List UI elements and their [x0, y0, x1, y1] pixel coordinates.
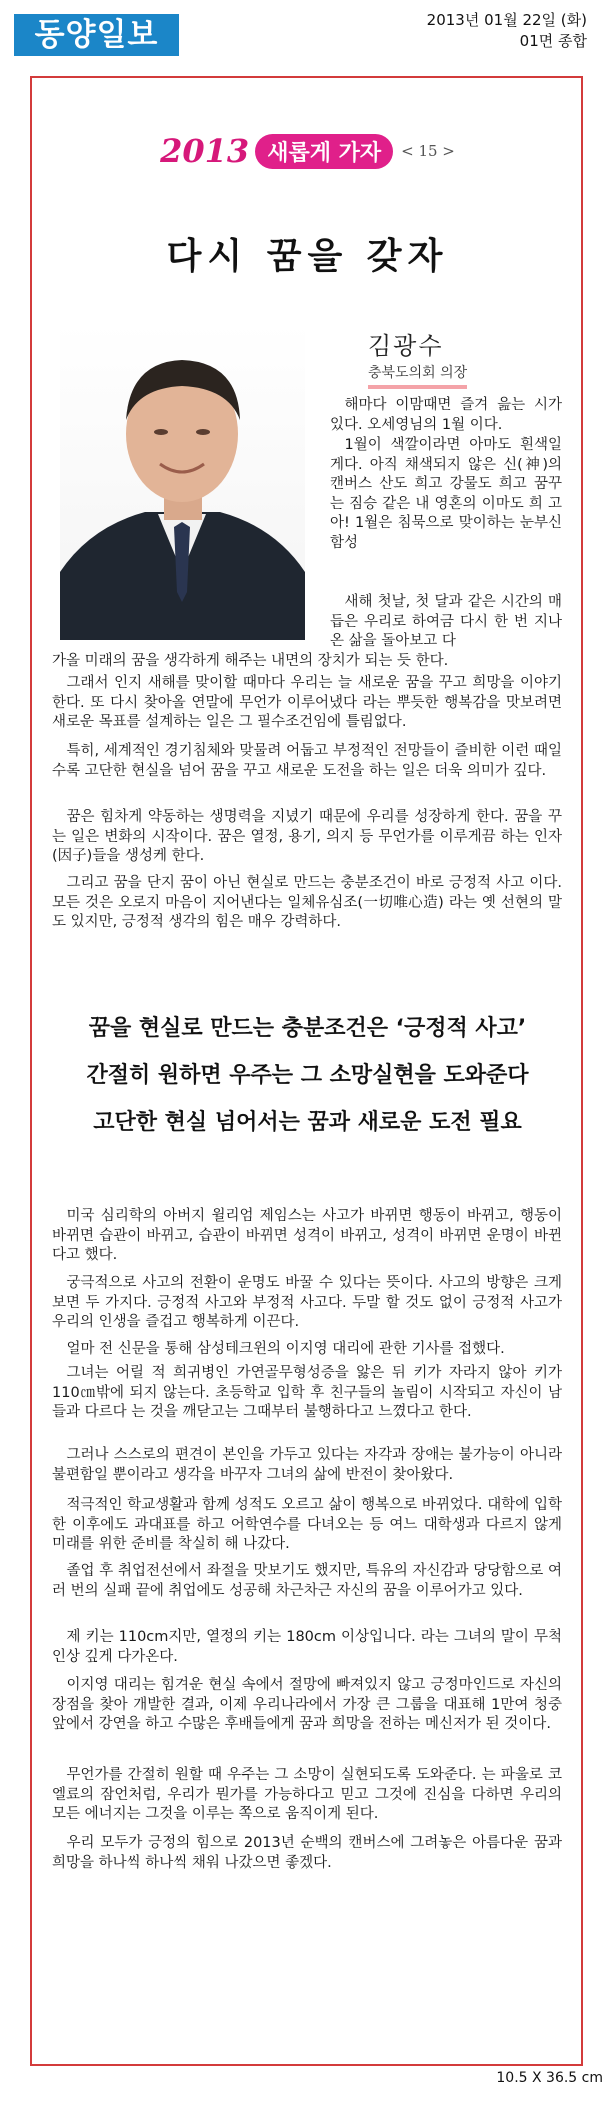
- pull-quote: 꿈을 현실로 만드는 충분조건은 ‘긍정적 사고’: [88, 1016, 527, 1041]
- body-paragraph: 꿈은 힘차게 약동하는 생명력을 지녔기 때문에 우리를 성장하게 한다. 꿈을 꾸는 일은 변화의 시작이다. 꿈은 열정, 용기, 의지 등 무언가를 이루게끔 하는 인자(因子)들을 생성케 한다.: [52, 809, 562, 865]
- pull-quote: 간절히 원하면 우주는 그 소망실현을 도와준다: [86, 1063, 529, 1088]
- series-number: < 15 >: [401, 142, 455, 160]
- body-paragraph: 그러나 스스로의 편견이 본인을 가두고 있다는 자각과 장애는 불가능이 아니라 불편함일 뿐이라고 생각을 바꾸자 그녀의 삶에 반전이 찾아왔다.: [52, 1447, 562, 1483]
- body-paragraph: 1월이 색깔이라면 아마도 흰색일 게다. 아직 채색되지 않은 신(神)의 캔버스 산도 희고 강물도 희고 꿈꾸는 짐승 같은 내 영혼의 이마도 희 고 아! 1월은 침묵으로 맞이하는 눈부신 함성: [330, 437, 562, 551]
- page-section: 01면 종합: [519, 32, 587, 50]
- series-title: 새롭게 가자: [255, 134, 393, 169]
- author-photo: [60, 322, 305, 640]
- series-banner: [0, 132, 615, 170]
- body-paragraph: 미국 심리학의 아버지 윌리엄 제임스는 사고가 바뀌면 행동이 바뀌고, 행동이 바뀌면 습관이 바뀌고, 습관이 바뀌면 성격이 바뀌고, 성격이 바뀌면 운명이 바뀐다고 했다.: [52, 1208, 562, 1264]
- article-headline: 다시 꿈을 갖자: [166, 236, 449, 277]
- body-paragraph: 졸업 후 취업전선에서 좌절을 맛보기도 했지만, 특유의 자신감과 당당함으로 여러 번의 실패 끝에 취업에도 성공해 차근차근 자신의 꿈을 이루어가고 있다.: [52, 1563, 562, 1599]
- body-paragraph: 해마다 이맘때면 즐겨 읊는 시가 있다. 오세영님의 1월 이다.: [330, 397, 562, 433]
- body-paragraph: 새해 첫날, 첫 달과 같은 시간의 매듭은 우리로 하여금 다시 한 번 지나온 삶을 돌아보고 다: [330, 594, 562, 650]
- portrait-image: [60, 322, 305, 640]
- body-paragraph: 적극적인 학교생활과 함께 성적도 오르고 삶이 행복으로 바뀌었다. 대학에 입학한 이후에도 과대표를 하고 어학연수를 다녀오는 등 여느 대학생과 다르지 않게 미래를 위한 준비를 착실히 해 나갔다.: [52, 1497, 563, 1553]
- body-paragraph: 특히, 세계적인 경기침체와 맞물려 어둡고 부정적인 전망들이 즐비한 이런 때일수록 고단한 현실을 넘어 꿈을 꾸고 새로운 도전을 하는 일은 더욱 의미가 깊다.: [52, 743, 563, 779]
- body-paragraph: 우리 모두가 긍정의 힘으로 2013년 순백의 캔버스에 그려놓은 아름다운 꿈과 희망을 하나씩 하나씩 채워 나갔으면 좋겠다.: [52, 1835, 562, 1871]
- body-paragraph: 그래서 인지 새해를 맞이할 때마다 우리는 늘 새로운 꿈을 꾸고 희망을 이야기한다. 또 다시 찾아올 연말에 무언가 이루어냈다 라는 뿌듯한 행복감을 맛보려면 새로운 목표를 설계하는 일은 그 필수조건임에 틀림없다.: [52, 675, 562, 731]
- author-name: 김광수: [368, 332, 444, 360]
- body-paragraph: 제 키는 110cm지만, 열정의 키는 180cm 이상입니다. 라는 그녀의 말이 무척 인상 깊게 다가온다.: [52, 1629, 562, 1665]
- body-paragraph: 그녀는 어릴 적 희귀병인 가연골무형성증을 앓은 뒤 키가 자라지 않아 키가 110㎝밖에 되지 않는다. 초등학교 입학 후 친구들의 놀림이 시작되고 자신이 남들과 다르다 는 것을 깨닫고는 그때부터 불행하다고 느꼈다고 한다.: [52, 1365, 562, 1421]
- body-paragraph: 궁극적으로 사고의 전환이 운명도 바꿀 수 있다는 뜻이다. 사고의 방향은 크게 보면 두 가지다. 긍정적 사고와 부정적 사고다. 두말 할 것도 없이 긍정적 사고가 우리의 인생을 즐겁고 행복하게 이끈다.: [52, 1275, 562, 1331]
- issue-date: 2013년 01월 22일 (화): [426, 11, 587, 29]
- body-paragraph: 이지영 대리는 힘겨운 현실 속에서 절망에 빠져있지 않고 긍정마인드로 자신의 장점을 찾아 개발한 결과, 이제 우리나라에서 가장 큰 그룹을 대표해 1만여 청중 앞에서 강연을 하고 수많은 후배들에게 꿈과 희망을 전하는 메신저가 된 것이다.: [52, 1677, 562, 1733]
- series-year: 2013: [160, 132, 250, 170]
- body-paragraph: 가올 미래의 꿈을 생각하게 해주는 내면의 장치가 되는 듯 한다.: [52, 653, 449, 669]
- newspaper-logo: 동양일보: [14, 14, 179, 56]
- body-paragraph: 그리고 꿈을 단지 꿈이 아닌 현실로 만드는 충분조건이 바로 긍정적 사고 이다. 모든 것은 오로지 마음이 지어낸다는 일체유심조(一切唯心造) 라는 옛 선현의 말도 있지만, 긍정적 생각의 힘은 매우 강력하다.: [52, 875, 562, 931]
- author-title: 충북도의회 의장: [368, 362, 467, 389]
- body-paragraph: 무언가를 간절히 원할 때 우주는 그 소망이 실현되도록 도와준다. 는 파울로 코엘료의 잠언처럼, 우리가 뭔가를 가능하다고 믿고 그것에 진심을 다하면 우리의 모든 에너지는 그것을 이루는 쪽으로 움직이게 된다.: [52, 1767, 562, 1823]
- pull-quote: 고단한 현실 넘어서는 꿈과 새로운 도전 필요: [93, 1110, 522, 1135]
- body-paragraph: 얼마 전 신문을 통해 삼성테크윈의 이지영 대리에 관한 기사를 접했다.: [66, 1341, 505, 1357]
- clipping-size-note: 10.5 X 36.5 cm: [496, 2070, 603, 2086]
